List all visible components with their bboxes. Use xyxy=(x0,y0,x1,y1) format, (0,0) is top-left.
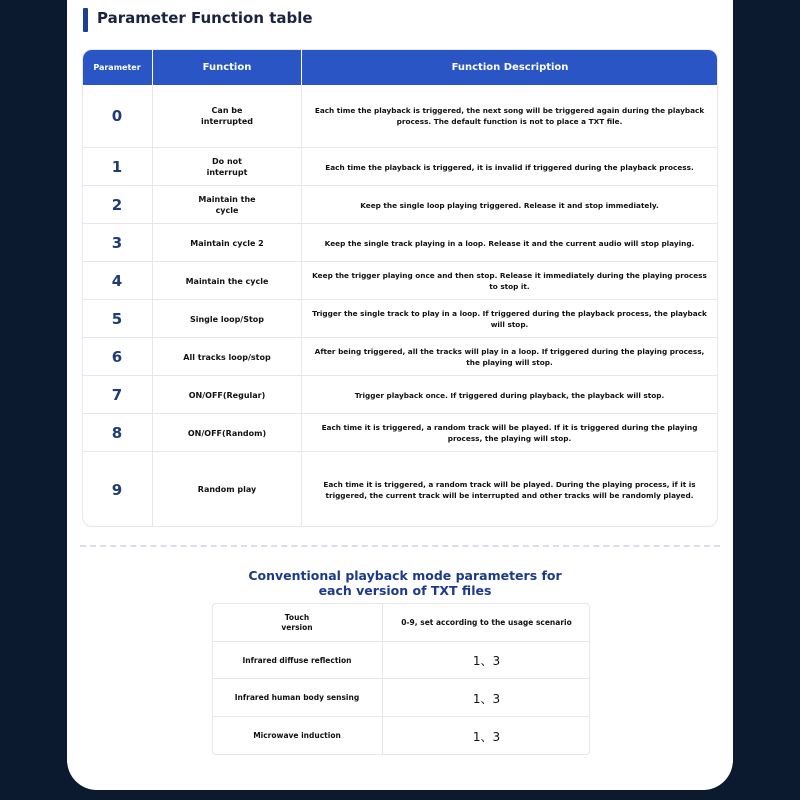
function-name xyxy=(152,452,301,527)
function-description: Each time the playback is triggered, it is invalid if triggered during the playback process. xyxy=(301,148,717,186)
function-description: Trigger the single track to play in a loop. If triggered during the playback process, the playback will stop. xyxy=(301,300,717,338)
table-row xyxy=(213,716,589,755)
function-description: Keep the single track playing in a loop. Release it and the current audio will stop playing. xyxy=(301,224,717,262)
parameter-number: 1 xyxy=(111,158,123,176)
parameter-number: 7 xyxy=(111,386,123,404)
table-row xyxy=(83,413,717,452)
section-divider xyxy=(80,545,720,547)
function-name-text: Maintain the cycle xyxy=(185,276,269,286)
function-name xyxy=(152,85,301,147)
function-name-text: Do not interrupt xyxy=(206,157,248,177)
title-accent-bar xyxy=(83,8,88,32)
function-name-text: Maintain the cycle xyxy=(198,195,256,215)
function-description: Each time the playback is triggered, the next song will be triggered again during the playback process. The default function is not to place a TXT file. xyxy=(301,85,717,147)
table-row xyxy=(83,337,717,376)
table-row xyxy=(213,604,589,641)
table-row xyxy=(83,261,717,300)
parameter-number: 6 xyxy=(111,348,123,366)
table-row xyxy=(213,678,589,717)
parameter-number: 9 xyxy=(111,480,123,499)
version-name xyxy=(213,604,381,641)
function-name xyxy=(152,262,301,300)
mode-value: 0-9, set according to the usage scenario xyxy=(382,604,590,641)
parameter-number: 5 xyxy=(111,310,123,328)
version-name: Infrared human body sensing xyxy=(234,693,360,702)
function-name-text: ON/OFF(Random) xyxy=(187,428,267,438)
function-name-text: ON/OFF(Regular) xyxy=(188,390,266,400)
table-header-row xyxy=(83,50,717,85)
parameter-number: 4 xyxy=(111,272,123,290)
function-name xyxy=(152,224,301,262)
mode-value: 1、3 xyxy=(382,642,590,679)
table-row xyxy=(83,375,717,414)
table-row xyxy=(83,451,717,527)
parameter-number: 8 xyxy=(111,424,123,442)
function-description: Keep the trigger playing once and then stop. Release it immediately during the playing process to stop it. xyxy=(301,262,717,300)
table-row xyxy=(83,85,717,147)
table-row xyxy=(83,299,717,338)
parameter-function-table xyxy=(82,49,718,527)
table-row xyxy=(83,147,717,186)
function-name xyxy=(152,414,301,452)
function-name-text: Single loop/Stop xyxy=(189,314,265,324)
function-description: Each time it is triggered, a random track will be played. If it is triggered during the playing process, the playing will stop. xyxy=(301,414,717,452)
mode-value: 1、3 xyxy=(382,679,590,717)
version-name: Microwave induction xyxy=(253,731,341,740)
function-description: Trigger playback once. If triggered during playback, the playback will stop. xyxy=(301,376,717,414)
function-name xyxy=(152,338,301,376)
function-name xyxy=(152,376,301,414)
function-name xyxy=(152,148,301,186)
function-description: Keep the single loop playing triggered. Release it and stop immediately. xyxy=(301,186,717,224)
version-name: Infrared diffuse reflection xyxy=(242,655,352,665)
table-row xyxy=(83,185,717,224)
function-name-text: All tracks loop/stop xyxy=(183,352,271,362)
section-title: Conventional playback mode parameters for each version of TXT files xyxy=(248,568,562,598)
function-name xyxy=(152,186,301,224)
header-function: Function xyxy=(152,50,301,85)
parameter-number: 0 xyxy=(111,107,123,125)
parameter-number: 3 xyxy=(111,234,123,252)
function-name-text: Maintain cycle 2 xyxy=(190,238,264,248)
function-name xyxy=(152,300,301,338)
page-title: Parameter Function table xyxy=(97,9,313,27)
table-row xyxy=(83,223,717,262)
function-name-text: Can be interrupted xyxy=(201,106,253,126)
function-name-text: Random play xyxy=(197,485,257,494)
version-name-text: Touch version xyxy=(281,612,313,632)
function-description: Each time it is triggered, a random track will be played. During the playing process, if it is triggered, the current track will be interrupted and other tracks will be randomly played. xyxy=(301,452,717,527)
header-function-description: Function Description xyxy=(301,50,718,85)
header-parameter: Parameter xyxy=(93,63,141,72)
table-row xyxy=(213,641,589,679)
mode-value: 1、3 xyxy=(382,717,590,755)
function-description: After being triggered, all the tracks will play in a loop. If triggered during the playing process, the playing will stop. xyxy=(301,338,717,376)
playback-mode-table xyxy=(212,603,590,755)
parameter-number: 2 xyxy=(111,196,123,214)
